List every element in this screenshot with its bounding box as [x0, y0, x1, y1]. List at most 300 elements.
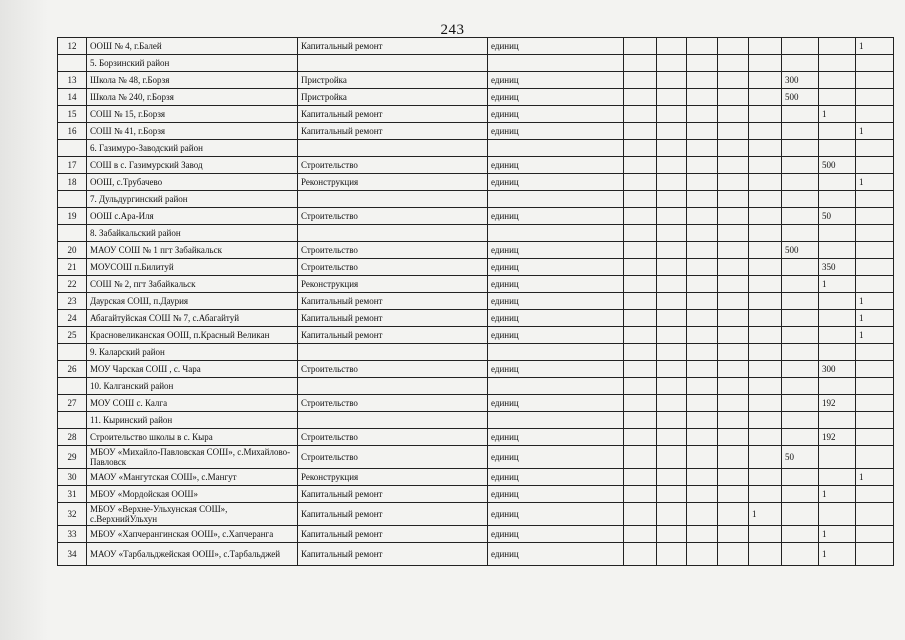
value-cell: [749, 276, 782, 293]
value-cell: [657, 89, 687, 106]
empty-cell: [624, 140, 657, 157]
value-cell: [687, 429, 718, 446]
value-cell: [657, 526, 687, 543]
value-cell: [749, 429, 782, 446]
row-number: 22: [58, 276, 87, 293]
value-cell: [856, 89, 894, 106]
value-cell: [718, 242, 749, 259]
work-type: Капитальный ремонт: [298, 293, 488, 310]
empty-cell: [819, 412, 856, 429]
row-number: 20: [58, 242, 87, 259]
value-cell: [657, 361, 687, 378]
value-cell: [624, 503, 657, 526]
school-name: МОУСОШ п.Билитуй: [87, 259, 298, 276]
table-row: [58, 526, 894, 543]
row-number-cell: [58, 378, 87, 395]
school-name: СОШ № 41, г.Борзя: [87, 123, 298, 140]
empty-cell: [749, 378, 782, 395]
empty-cell: [687, 140, 718, 157]
value-cell: [749, 242, 782, 259]
empty-cell: [718, 55, 749, 72]
empty-cell: [624, 344, 657, 361]
value-cell: [718, 174, 749, 191]
row-number: 13: [58, 72, 87, 89]
value-cell: [687, 157, 718, 174]
value-cell: [718, 446, 749, 469]
value-cell: [819, 174, 856, 191]
work-type: Капитальный ремонт: [298, 486, 488, 503]
empty-cell: [856, 225, 894, 242]
value-cell: [749, 486, 782, 503]
value-cell: 1: [819, 106, 856, 123]
empty-cell: [488, 344, 624, 361]
value-cell: [657, 123, 687, 140]
value-cell: [782, 543, 819, 566]
empty-cell: [718, 225, 749, 242]
value-cell: [749, 72, 782, 89]
work-type: Строительство: [298, 242, 488, 259]
value-cell: [782, 208, 819, 225]
value-cell: [624, 208, 657, 225]
row-number-cell: [58, 344, 87, 361]
value-cell: [782, 174, 819, 191]
value-cell: [718, 486, 749, 503]
empty-cell: [782, 140, 819, 157]
work-type: Реконструкция: [298, 174, 488, 191]
empty-cell: [298, 378, 488, 395]
table-row: [58, 429, 894, 446]
value-cell: [687, 89, 718, 106]
school-name: МБОУ «Мордойская ООШ»: [87, 486, 298, 503]
empty-cell: [856, 55, 894, 72]
work-type: Капитальный ремонт: [298, 123, 488, 140]
value-cell: [718, 361, 749, 378]
value-cell: [657, 395, 687, 412]
row-number: 30: [58, 469, 87, 486]
schools-table: [57, 37, 894, 566]
work-type: Строительство: [298, 259, 488, 276]
value-cell: 1: [819, 526, 856, 543]
value-cell: [718, 293, 749, 310]
value-cell: 500: [819, 157, 856, 174]
row-number: 26: [58, 361, 87, 378]
empty-cell: [819, 225, 856, 242]
value-cell: 1: [819, 486, 856, 503]
school-name: МОУ Чарская СОШ , с. Чара: [87, 361, 298, 378]
row-number: 33: [58, 526, 87, 543]
row-number: 28: [58, 429, 87, 446]
row-number: 25: [58, 327, 87, 344]
section-title: 6. Газимуро-Заводский район: [87, 140, 298, 157]
value-cell: [782, 276, 819, 293]
value-cell: [687, 469, 718, 486]
table-row: [58, 106, 894, 123]
value-cell: [782, 123, 819, 140]
value-cell: [657, 486, 687, 503]
row-number-cell: [58, 191, 87, 208]
value-cell: [624, 174, 657, 191]
empty-cell: [624, 191, 657, 208]
value-cell: [718, 123, 749, 140]
value-cell: [687, 327, 718, 344]
value-cell: [782, 293, 819, 310]
value-cell: [624, 106, 657, 123]
value-cell: [782, 503, 819, 526]
school-name: СОШ в с. Газимурский Завод: [87, 157, 298, 174]
value-cell: 1: [856, 293, 894, 310]
empty-cell: [687, 344, 718, 361]
value-cell: [856, 72, 894, 89]
value-cell: [718, 429, 749, 446]
empty-cell: [488, 191, 624, 208]
value-cell: [819, 446, 856, 469]
empty-cell: [718, 344, 749, 361]
value-cell: [749, 361, 782, 378]
value-cell: [749, 293, 782, 310]
value-cell: [819, 503, 856, 526]
empty-cell: [819, 140, 856, 157]
value-cell: [718, 276, 749, 293]
value-cell: [749, 174, 782, 191]
value-cell: [856, 395, 894, 412]
school-name: Красновеликанская ООШ, п.Красный Великан: [87, 327, 298, 344]
value-cell: [856, 242, 894, 259]
work-type: Пристройка: [298, 72, 488, 89]
value-cell: [657, 174, 687, 191]
value-cell: [856, 106, 894, 123]
table-row: [58, 361, 894, 378]
value-cell: [687, 72, 718, 89]
value-cell: 1: [749, 503, 782, 526]
value-cell: [687, 106, 718, 123]
section-title: 11. Кыринский район: [87, 412, 298, 429]
value-cell: [687, 503, 718, 526]
section-row: [58, 225, 894, 242]
empty-cell: [298, 140, 488, 157]
value-cell: [657, 38, 687, 55]
row-number: 27: [58, 395, 87, 412]
work-type: Строительство: [298, 429, 488, 446]
school-name: ООШ № 4, г.Балей: [87, 38, 298, 55]
section-title: 10. Калганский район: [87, 378, 298, 395]
table-row: [58, 174, 894, 191]
value-cell: [856, 503, 894, 526]
row-number: 15: [58, 106, 87, 123]
school-name: МБОУ «Михайло-Павловская СОШ», с.Михайлово-Павловск: [87, 446, 298, 469]
value-cell: [624, 259, 657, 276]
value-cell: [687, 446, 718, 469]
unit: единиц: [488, 429, 624, 446]
unit: единиц: [488, 157, 624, 174]
empty-cell: [298, 344, 488, 361]
empty-cell: [657, 378, 687, 395]
empty-cell: [782, 412, 819, 429]
value-cell: [624, 38, 657, 55]
value-cell: [856, 208, 894, 225]
value-cell: [624, 327, 657, 344]
value-cell: 500: [782, 242, 819, 259]
value-cell: [687, 38, 718, 55]
value-cell: [718, 106, 749, 123]
row-number: 18: [58, 174, 87, 191]
table-row: [58, 310, 894, 327]
value-cell: [749, 208, 782, 225]
section-title: 5. Борзинский район: [87, 55, 298, 72]
value-cell: [657, 242, 687, 259]
empty-cell: [488, 55, 624, 72]
row-number: 29: [58, 446, 87, 469]
empty-cell: [749, 412, 782, 429]
value-cell: [687, 208, 718, 225]
school-name: МАОУ СОШ № 1 пгт Забайкальск: [87, 242, 298, 259]
value-cell: [718, 259, 749, 276]
row-number: 17: [58, 157, 87, 174]
value-cell: [718, 503, 749, 526]
empty-cell: [856, 378, 894, 395]
empty-cell: [687, 378, 718, 395]
value-cell: [782, 157, 819, 174]
value-cell: [687, 361, 718, 378]
empty-cell: [782, 55, 819, 72]
value-cell: 1: [856, 327, 894, 344]
work-type: Реконструкция: [298, 276, 488, 293]
value-cell: [657, 446, 687, 469]
value-cell: [687, 526, 718, 543]
row-number-cell: [58, 55, 87, 72]
table-row: [58, 208, 894, 225]
work-type: Капитальный ремонт: [298, 526, 488, 543]
work-type: Капитальный ремонт: [298, 106, 488, 123]
empty-cell: [298, 412, 488, 429]
row-number: 23: [58, 293, 87, 310]
value-cell: 192: [819, 395, 856, 412]
section-title: 7. Дульдургинский район: [87, 191, 298, 208]
value-cell: [819, 89, 856, 106]
empty-cell: [856, 344, 894, 361]
empty-cell: [657, 140, 687, 157]
unit: единиц: [488, 123, 624, 140]
value-cell: [856, 446, 894, 469]
value-cell: [687, 543, 718, 566]
value-cell: 1: [856, 174, 894, 191]
school-name: ООШ, с.Трубачево: [87, 174, 298, 191]
table-row: [58, 123, 894, 140]
section-row: [58, 344, 894, 361]
row-number: 34: [58, 543, 87, 566]
school-name: Школа № 240, г.Борзя: [87, 89, 298, 106]
page-number: 243: [440, 22, 465, 38]
work-type: Капитальный ремонт: [298, 310, 488, 327]
unit: единиц: [488, 276, 624, 293]
value-cell: [718, 89, 749, 106]
value-cell: [657, 276, 687, 293]
school-name: Абагайтуйская СОШ № 7, с.Абагайтуй: [87, 310, 298, 327]
empty-cell: [488, 378, 624, 395]
value-cell: [718, 310, 749, 327]
value-cell: [749, 395, 782, 412]
work-type: Строительство: [298, 208, 488, 225]
value-cell: 1: [819, 276, 856, 293]
value-cell: [687, 293, 718, 310]
value-cell: [624, 395, 657, 412]
empty-cell: [488, 412, 624, 429]
row-number: 19: [58, 208, 87, 225]
value-cell: [782, 106, 819, 123]
empty-cell: [687, 412, 718, 429]
value-cell: [657, 259, 687, 276]
value-cell: [624, 72, 657, 89]
work-type: Капитальный ремонт: [298, 543, 488, 566]
empty-cell: [298, 225, 488, 242]
row-number: 21: [58, 259, 87, 276]
unit: единиц: [488, 503, 624, 526]
empty-cell: [749, 140, 782, 157]
unit: единиц: [488, 106, 624, 123]
empty-cell: [488, 140, 624, 157]
empty-cell: [624, 378, 657, 395]
empty-cell: [856, 412, 894, 429]
empty-cell: [819, 55, 856, 72]
value-cell: [687, 259, 718, 276]
value-cell: [856, 361, 894, 378]
work-type: Реконструкция: [298, 469, 488, 486]
value-cell: [687, 123, 718, 140]
empty-cell: [657, 191, 687, 208]
value-cell: [856, 429, 894, 446]
value-cell: [687, 310, 718, 327]
value-cell: [819, 242, 856, 259]
value-cell: [624, 157, 657, 174]
unit: единиц: [488, 486, 624, 503]
unit: единиц: [488, 208, 624, 225]
unit: единиц: [488, 72, 624, 89]
school-name: МБОУ «Верхне-Ульхунская СОШ», с.ВерхнийУльхун: [87, 503, 298, 526]
empty-cell: [657, 55, 687, 72]
empty-cell: [718, 140, 749, 157]
unit: единиц: [488, 327, 624, 344]
value-cell: [782, 469, 819, 486]
empty-cell: [782, 225, 819, 242]
value-cell: [718, 38, 749, 55]
table-row: [58, 486, 894, 503]
empty-cell: [624, 55, 657, 72]
school-name: Школа № 48, г.Борзя: [87, 72, 298, 89]
row-number-cell: [58, 140, 87, 157]
unit: единиц: [488, 446, 624, 469]
unit: единиц: [488, 543, 624, 566]
value-cell: [749, 157, 782, 174]
value-cell: 300: [782, 72, 819, 89]
value-cell: 1: [819, 543, 856, 566]
row-number: 12: [58, 38, 87, 55]
unit: единиц: [488, 526, 624, 543]
value-cell: [749, 446, 782, 469]
value-cell: [624, 276, 657, 293]
value-cell: [749, 89, 782, 106]
table-row: [58, 327, 894, 344]
value-cell: [749, 259, 782, 276]
value-cell: [749, 543, 782, 566]
table-row: [58, 469, 894, 486]
value-cell: [819, 310, 856, 327]
value-cell: 1: [856, 310, 894, 327]
unit: единиц: [488, 293, 624, 310]
empty-cell: [298, 191, 488, 208]
value-cell: 1: [856, 123, 894, 140]
value-cell: [657, 157, 687, 174]
school-name: МАОУ «Мангутская СОШ», с.Мангут: [87, 469, 298, 486]
value-cell: [856, 486, 894, 503]
value-cell: [624, 242, 657, 259]
value-cell: [624, 429, 657, 446]
table-row: [58, 157, 894, 174]
empty-cell: [749, 344, 782, 361]
table-row: [58, 503, 894, 526]
value-cell: [657, 106, 687, 123]
value-cell: [718, 327, 749, 344]
table-row: [58, 38, 894, 55]
section-row: [58, 191, 894, 208]
value-cell: [718, 208, 749, 225]
unit: единиц: [488, 38, 624, 55]
value-cell: [782, 429, 819, 446]
table-row: [58, 242, 894, 259]
value-cell: [687, 395, 718, 412]
scan-shadow: [0, 0, 48, 640]
value-cell: [749, 469, 782, 486]
value-cell: [782, 486, 819, 503]
empty-cell: [657, 412, 687, 429]
value-cell: [718, 469, 749, 486]
value-cell: [657, 293, 687, 310]
row-number: 31: [58, 486, 87, 503]
value-cell: 500: [782, 89, 819, 106]
value-cell: 1: [856, 469, 894, 486]
empty-cell: [819, 191, 856, 208]
empty-cell: [856, 140, 894, 157]
table-row: [58, 395, 894, 412]
value-cell: [782, 526, 819, 543]
table-row: [58, 293, 894, 310]
value-cell: [782, 259, 819, 276]
value-cell: 50: [819, 208, 856, 225]
unit: единиц: [488, 242, 624, 259]
value-cell: [718, 543, 749, 566]
value-cell: 1: [856, 38, 894, 55]
section-row: [58, 140, 894, 157]
unit: единиц: [488, 469, 624, 486]
value-cell: [624, 486, 657, 503]
empty-cell: [687, 55, 718, 72]
value-cell: [624, 123, 657, 140]
empty-cell: [687, 225, 718, 242]
value-cell: [749, 310, 782, 327]
value-cell: [718, 157, 749, 174]
empty-cell: [718, 378, 749, 395]
table-body: [58, 38, 894, 566]
value-cell: [657, 72, 687, 89]
empty-cell: [718, 412, 749, 429]
value-cell: [624, 361, 657, 378]
empty-cell: [749, 191, 782, 208]
value-cell: [749, 106, 782, 123]
empty-cell: [687, 191, 718, 208]
empty-cell: [819, 378, 856, 395]
row-number: 32: [58, 503, 87, 526]
value-cell: [718, 72, 749, 89]
value-cell: [657, 503, 687, 526]
empty-cell: [624, 225, 657, 242]
